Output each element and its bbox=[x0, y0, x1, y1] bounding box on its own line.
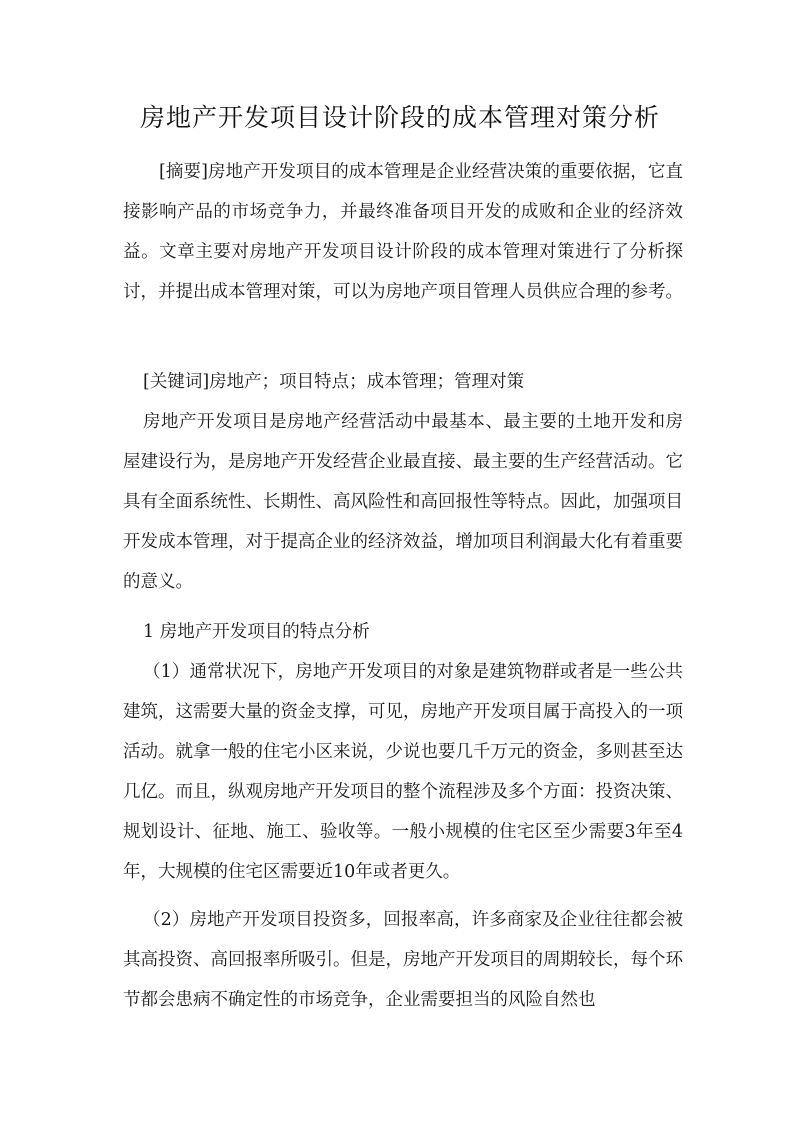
abstract-paragraph: [摘要]房地产开发项目的成本管理是企业经营决策的重要依据，它直接影响产品的市场竞争力，并最终准备项目开发的成败和企业的经济效益。文章主要对房地产开发项目设计阶段的成本管理对策进行了分析探讨，并提出成本管理对策，可以为房地产项目管理人员供应合理的参考。 bbox=[123, 162, 683, 302]
intro-paragraph: 房地产开发项目是房地产经营活动中最基本、最主要的土地开发和房屋建设行为，是房地产开发经营企业最直接、最主要的生产经营活动。它具有全面系统性、长期性、高风险性和高回报性等特点。因此，加强项目开发成本管理，对于提高企业的经济效益，增加项目利润最大化有着重要的意义。 bbox=[123, 412, 683, 592]
section-heading-1: 1 房地产开发项目的特点分析 bbox=[143, 622, 370, 642]
document-title: 房地产开发项目设计阶段的成本管理对策分析 bbox=[139, 103, 660, 132]
point-1-paragraph: （1）通常状况下，房地产开发项目的对象是建筑物群或者是一些公共建筑，这需要大量的资金支撑，可见，房地产开发项目属于高投入的一项活动。就拿一般的住宅小区来说，少说也要几千万元的资金，多则甚至达几亿。而且，纵观房地产开发项目的整个流程涉及多个方面：投资决策、规划设计、征地、施工、验收等。一般小规模的住宅区至少需要3年至4年，大规模的住宅区需要近10年或者更久。 bbox=[123, 662, 683, 882]
keywords-paragraph: [关键词]房地产；项目特点；成本管理；管理对策 bbox=[143, 372, 525, 392]
point-2-paragraph: （2）房地产开发项目投资多，回报率高，许多商家及企业往往都会被其高投资、高回报率所吸引。但是，房地产开发项目的周期较长，每个环节都会患病不确定性的市场竞争，企业需要担当的风险自然也 bbox=[123, 910, 683, 1010]
